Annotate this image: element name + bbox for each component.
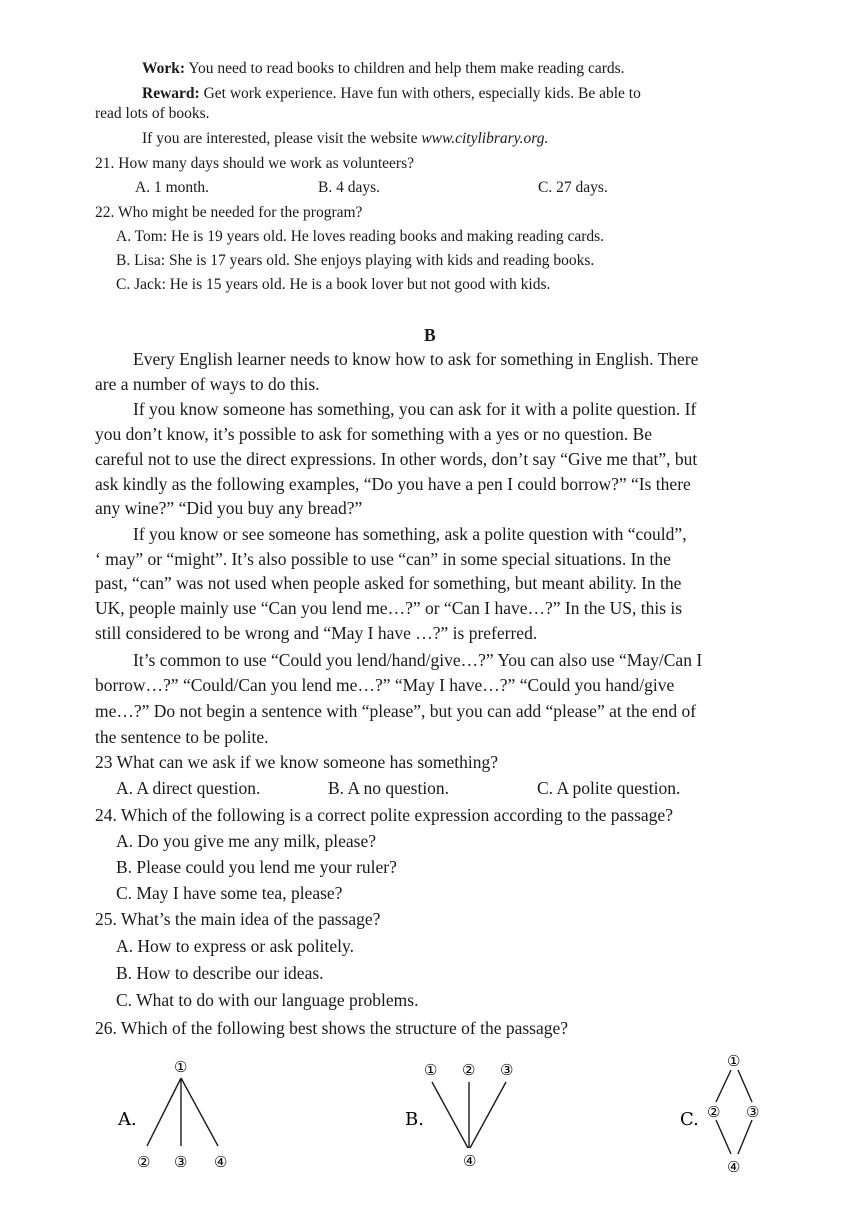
website-link[interactable]: www.citylibrary.org.	[421, 130, 549, 147]
diagram-a-label: A.	[118, 1109, 137, 1130]
work-line	[142, 60, 625, 78]
diagram-b-node-1: ①	[424, 1061, 438, 1079]
diagram-option-b[interactable]	[405, 1061, 513, 1170]
passage-line: past, “can” was not used when people asked for something, but meant ability. In the	[95, 573, 682, 593]
passage-line: you don’t know, it’s possible to ask for something with a yes or no question. Be	[95, 424, 653, 444]
reward-text: Get work experience. Have fun with others, especially kids. Be able to	[199, 85, 641, 102]
diagram-b-edge	[432, 1082, 468, 1148]
q22-option-a[interactable]: A. Tom: He is 19 years old. He loves reading books and making reading cards.	[116, 228, 605, 245]
diagram-c-edge	[716, 1120, 731, 1154]
q26-question: 26. Which of the following best shows the structure of the passage?	[95, 1018, 569, 1038]
diagram-c-edge	[738, 1120, 752, 1154]
passage-line: If you know someone has something, you can ask for it with a polite question. If	[133, 399, 697, 419]
passage-line: If you know or see someone has something, ask a polite question with “could”,	[133, 524, 687, 544]
passage-line: ask kindly as the following examples, “Do you have a pen I could borrow?” “Is there	[95, 474, 691, 494]
q21-option-a[interactable]: A. 1 month.	[135, 179, 210, 196]
q22-question: 22. Who might be needed for the program?	[95, 204, 363, 221]
diagram-a-node-1: ①	[174, 1058, 188, 1076]
visit-line	[142, 130, 548, 148]
reward-line	[142, 85, 641, 103]
q22-option-b[interactable]: B. Lisa: She is 17 years old. She enjoys playing with kids and reading books.	[116, 252, 595, 269]
q25-option-a[interactable]: A. How to express or ask politely.	[116, 936, 354, 956]
diagram-b-label: B.	[405, 1109, 424, 1130]
q21-option-c[interactable]: C. 27 days.	[538, 179, 608, 196]
q23-question: 23 What can we ask if we know someone has something?	[95, 752, 499, 772]
reward-label: Reward:	[142, 85, 200, 102]
passage-line: are a number of ways to do this.	[95, 374, 320, 394]
passage-line: UK, people mainly use “Can you lend me…?” or “Can I have…?” In the US, this is	[95, 598, 683, 618]
diagram-c-edge	[738, 1070, 752, 1102]
passage-line: the sentence to be polite.	[95, 727, 269, 747]
passage-line: borrow…?” “Could/Can you lend me…?” “May I have…?” “Could you hand/give	[95, 675, 675, 695]
work-label: Work:	[142, 60, 186, 77]
diagram-c-node-4: ④	[727, 1158, 741, 1176]
q23-option-c[interactable]: C. A polite question.	[537, 778, 681, 798]
diagram-a-node-4: ④	[214, 1153, 228, 1171]
passage-line: It’s common to use “Could you lend/hand/give…?” You can also use “May/Can I	[133, 650, 703, 670]
q24-option-a[interactable]: A. Do you give me any milk, please?	[116, 831, 377, 851]
diagram-a-edge	[147, 1078, 181, 1146]
diagram-c-node-2: ②	[707, 1103, 721, 1121]
diagram-b-edge	[470, 1082, 506, 1148]
reward-text-cont: read lots of books.	[95, 105, 210, 122]
passage-line: still considered to be wrong and “May I have …?” is preferred.	[95, 623, 538, 643]
diagram-a-node-2: ②	[137, 1153, 151, 1171]
q23-option-a[interactable]: A. A direct question.	[116, 778, 261, 798]
diagram-c-node-1: ①	[727, 1052, 741, 1070]
q25-option-b[interactable]: B. How to describe our ideas.	[116, 963, 324, 983]
diagram-b-node-2: ②	[462, 1061, 476, 1079]
q23-option-b[interactable]: B. A no question.	[328, 778, 450, 798]
diagram-c-edge	[716, 1070, 731, 1102]
q22-option-c[interactable]: C. Jack: He is 15 years old. He is a book lover but not good with kids.	[116, 276, 551, 293]
passage-line: me…?” Do not begin a sentence with “please”, but you can add “please” at the end of	[95, 701, 697, 721]
diagram-c-node-3: ③	[746, 1103, 760, 1121]
q24-question: 24. Which of the following is a correct polite expression according to the passage?	[95, 805, 673, 825]
structure-diagrams	[0, 1050, 868, 1210]
passage-line: ‘ may” or “might”. It’s also possible to use “can” in some special situations. In the	[95, 549, 671, 569]
passage-line: any wine?” “Did you buy any bread?”	[95, 498, 363, 518]
diagram-a-node-3: ③	[174, 1153, 188, 1171]
q24-option-b[interactable]: B. Please could you lend me your ruler?	[116, 857, 397, 877]
q24-option-c[interactable]: C. May I have some tea, please?	[116, 883, 343, 903]
passage-line: careful not to use the direct expressions. In other words, don’t say “Give me that”, but	[95, 449, 698, 469]
q25-option-c[interactable]: C. What to do with our language problems.	[116, 990, 419, 1010]
q21-question: 21. How many days should we work as volunteers?	[95, 155, 414, 172]
diagram-b-node-3: ③	[500, 1061, 514, 1079]
diagram-b-node-4: ④	[463, 1152, 477, 1170]
diagram-c-label: C.	[680, 1109, 699, 1130]
visit-text: If you are interested, please visit the website	[142, 130, 422, 147]
diagram-a-edge	[181, 1078, 218, 1146]
diagram-option-c[interactable]	[680, 1052, 759, 1176]
q25-question: 25. What’s the main idea of the passage?	[95, 909, 381, 929]
passage-line: Every English learner needs to know how to ask for something in English. There	[133, 349, 699, 369]
work-text: You need to read books to children and help them make reading cards.	[185, 60, 625, 77]
section-b-heading: B	[424, 325, 436, 345]
q21-option-b[interactable]: B. 4 days.	[318, 179, 380, 196]
diagram-option-a[interactable]	[117, 1058, 227, 1171]
